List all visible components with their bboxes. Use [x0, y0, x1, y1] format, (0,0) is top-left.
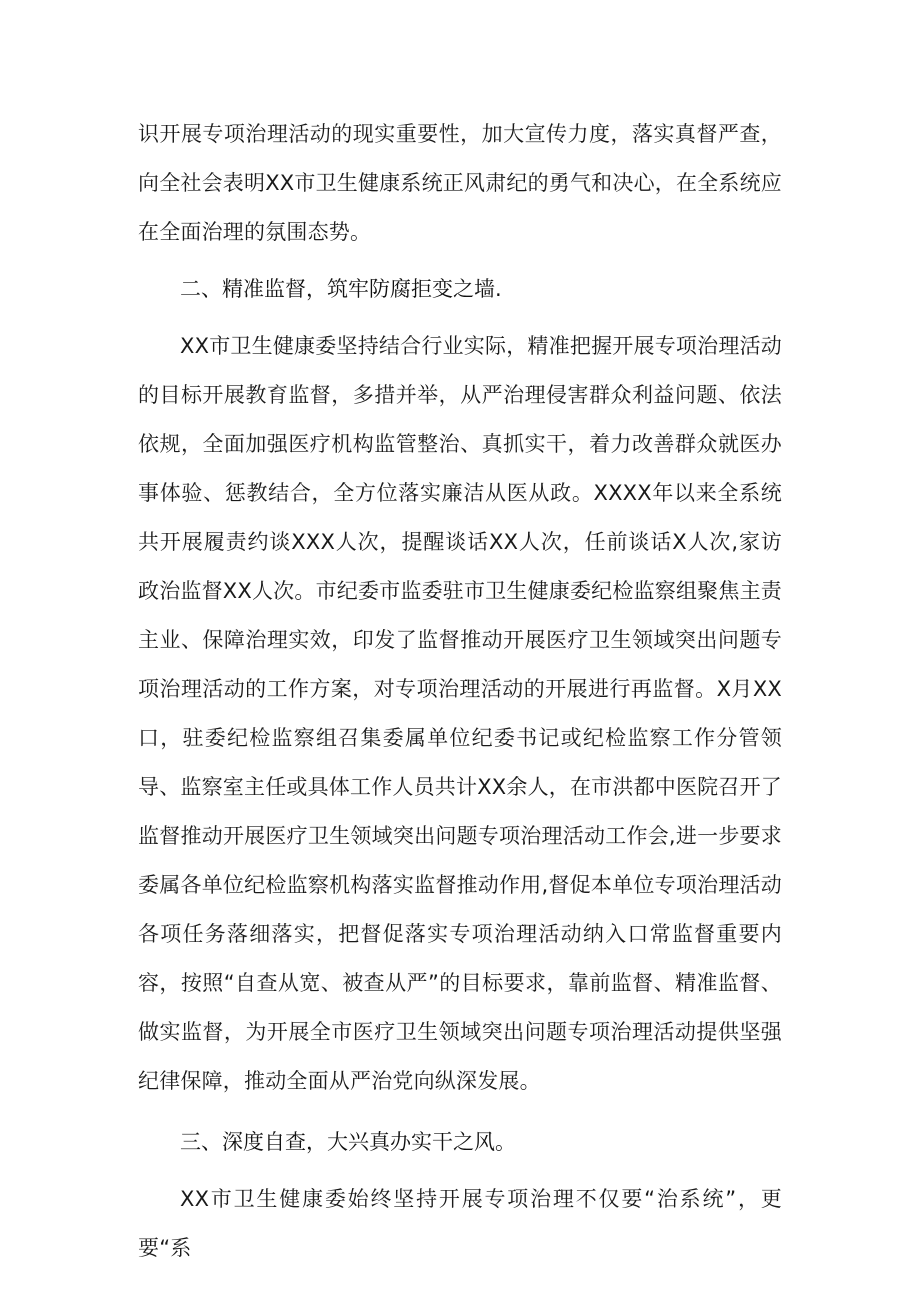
paragraph-supervision: XX市卫生健康委坚持结合行业实际，精准把握开展专项治理活动的目标开展教育监督，多措并举，从严治理侵害群众利益问题、依法依规，全面加强医疗机构监管整治、真抓实干，着力改善群众就医办事体验、惩教结合，全方位落实廉洁从医从政。XXXX年以来全系统共开展履责约谈XXX人次，提醒谈话XX人次，任前谈话X人次,家访政治监督XX人次。市纪委市监委驻市卫生健康委纪检监察组聚焦主责主业、保障治理实效，印发了监督推动开展医疗卫生领域突出问题专项治理活动的工作方案，对专项治理活动的开展进行再监督。X月XX口，驻委纪检监察组召集委属单位纪委书记或纪检监察工作分管领导、监察室主任或具体工作人员共计XX余人，在市洪都中医院召开了监督推动开展医疗卫生领域突出问题专项治理活动工作会,进一步要求委属各单位纪检监察机构落实监督推动作用,督促本单位专项治理活动各项任务落细落实，把督促落实专项治理活动纳入口常监督重要内容，按照“自查从宽、被查从严”的目标要求，靠前监督、精准监督、做实监督，为开展全市医疗卫生领域突出问题专项治理活动提供坚强纪律保障，推动全面从严治党向纵深发展。: [138, 334, 782, 1093]
section-heading-3: 三、深度自查，大兴真办实干之风。: [180, 1130, 516, 1154]
document-body: [138, 110, 782, 1273]
paragraph-self-inspection: XX市卫生健康委始终坚持开展专项治理不仅要“治系统”，更要“系: [138, 1187, 782, 1260]
paragraph-continuation: 识开展专项治理活动的现实重要性，加大宣传力度，落实真督严查，向全社会表明XX市卫生健康系统正风肃纪的勇气和决心，在全系统应在全面治理的氛围态势。: [138, 122, 782, 244]
section-heading-2: 二、精准监督，筑牢防腐拒变之墙.: [180, 277, 502, 301]
